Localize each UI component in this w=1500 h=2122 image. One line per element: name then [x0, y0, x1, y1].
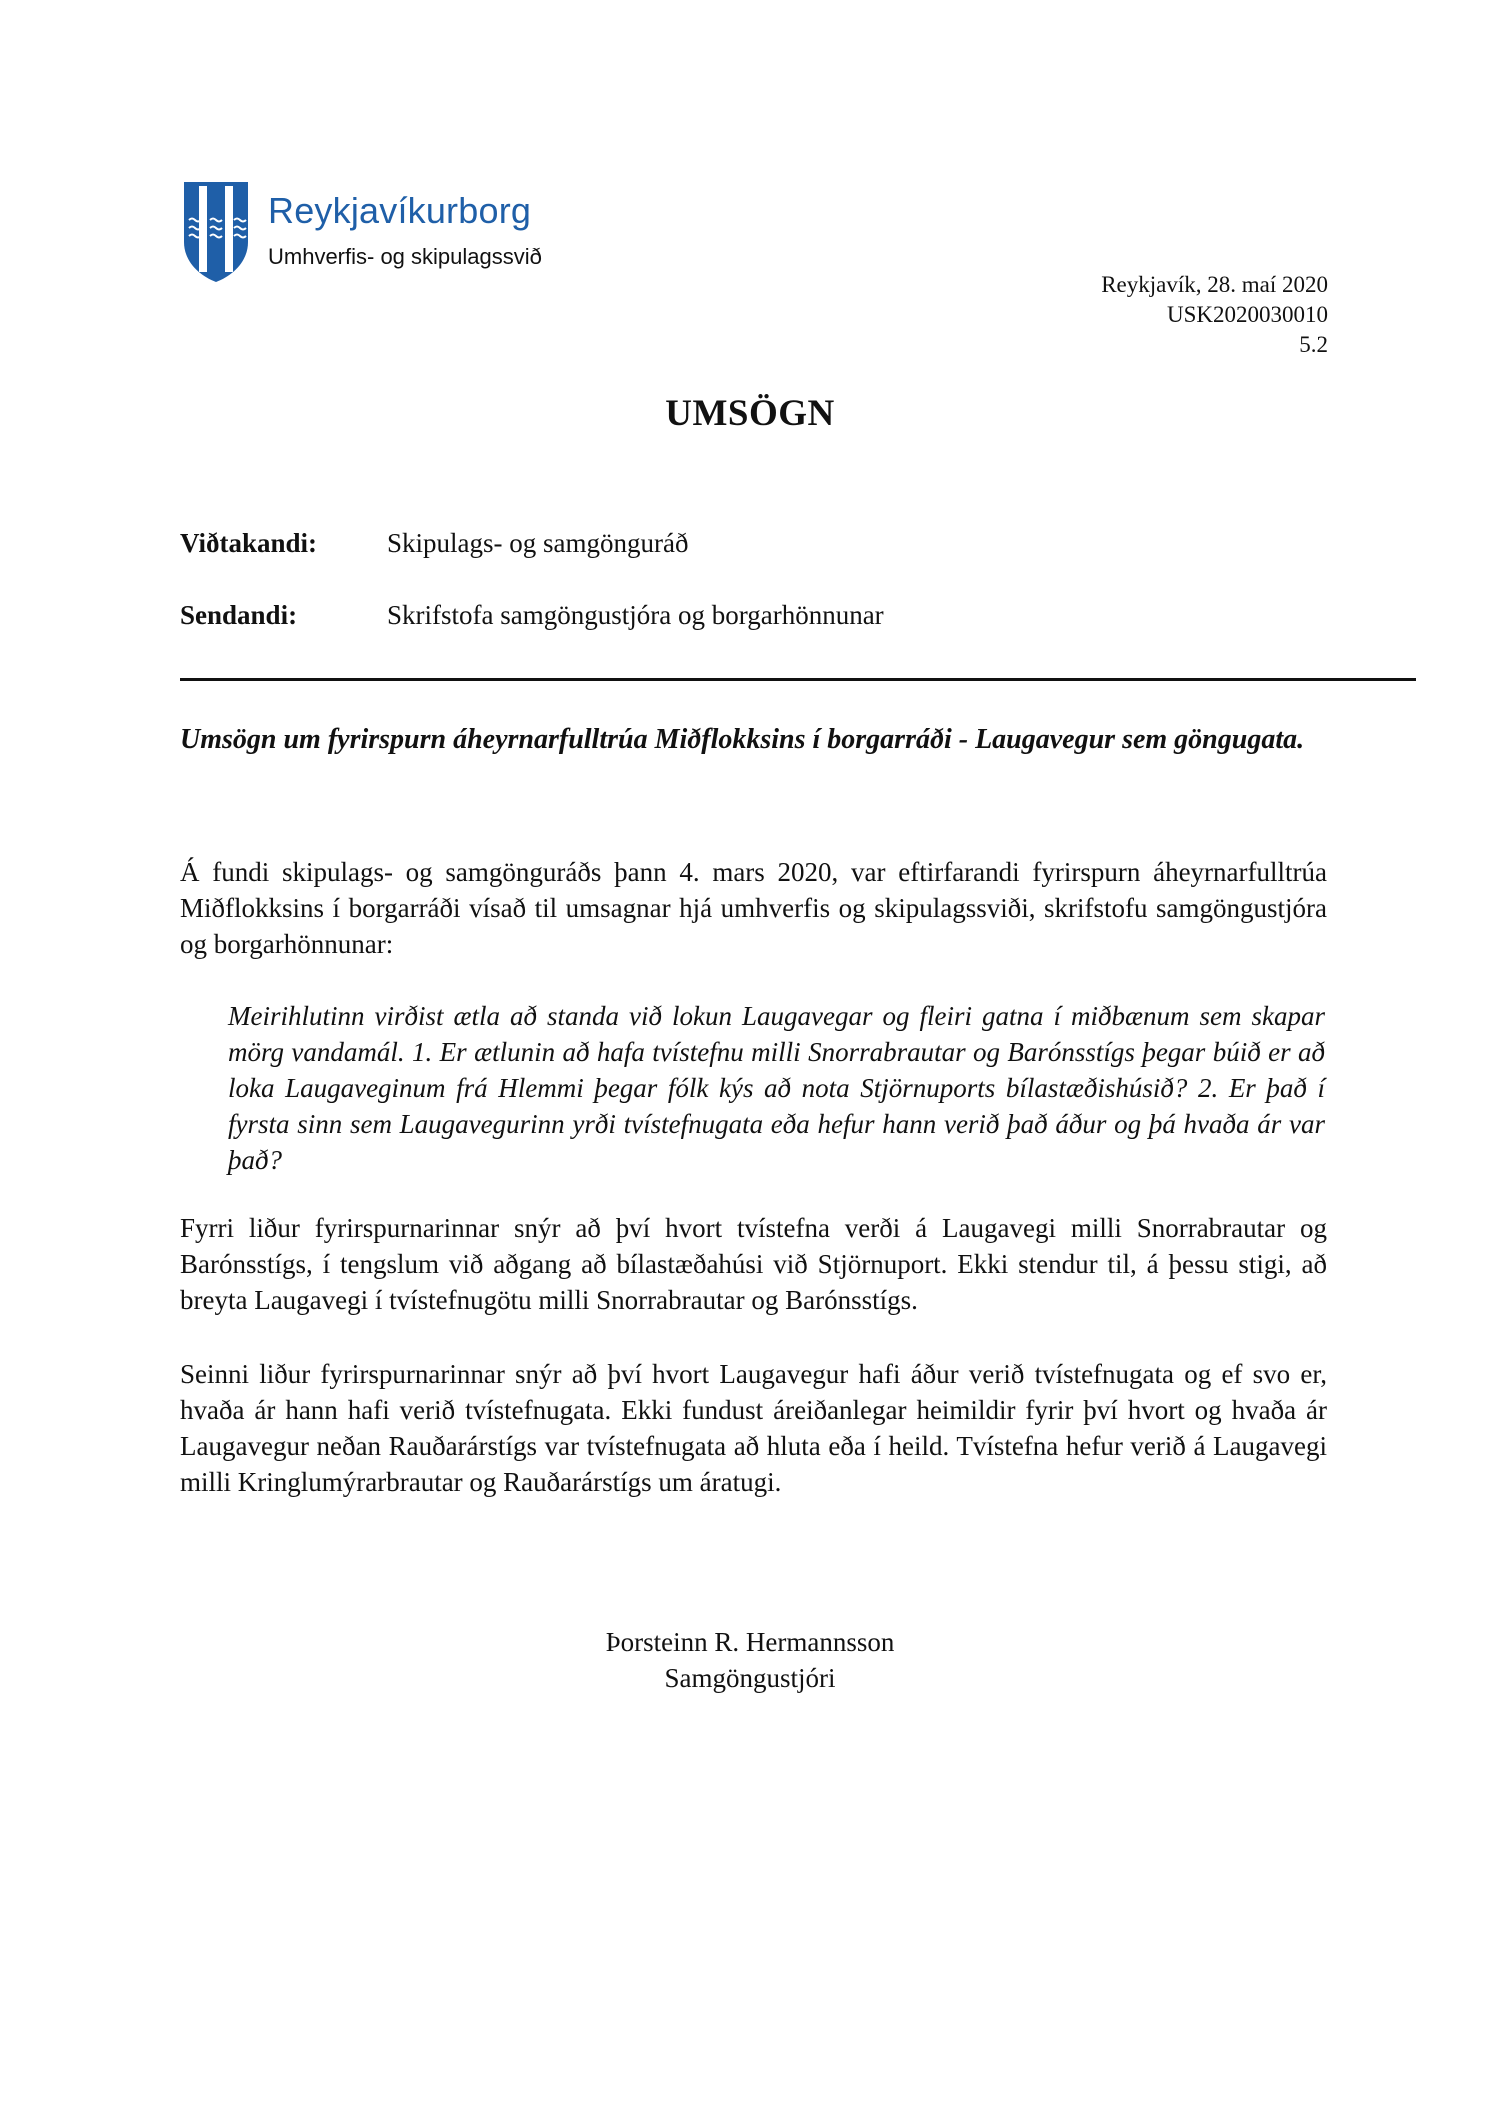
item-number: 5.2	[1299, 332, 1328, 357]
document-meta	[1101, 270, 1328, 360]
subject-heading: Umsögn um fyrirspurn áheyrnarfulltrúa Miðflokksins í borgarráði - Laugavegur sem göngugata.	[180, 724, 1305, 755]
document-title: UMSÖGN	[665, 393, 835, 434]
recipient-value: Skipulags- og samgönguráð	[387, 528, 689, 558]
signatory-name: Þorsteinn R. Hermannsson	[605, 1627, 895, 1657]
logo	[182, 180, 582, 290]
signature-block	[0, 1624, 1500, 1696]
reykjavik-coat-of-arms-icon	[182, 180, 250, 284]
logo-department: Umhverfis- og skipulagssvið	[268, 244, 542, 269]
answer-paragraph-1: Fyrri liður fyrirspurnarinnar snýr að því hvort tvístefna verði á Laugavegi milli Snorrabrautar og Barónsstígs, í tengslum við aðgang að bílastæðahúsi við Stjörnuport. Ekki stendur til, á þessu stigi, að breyta Laugavegi í tvístefnugötu milli Snorrabrautar og Barónsstígs.	[180, 1213, 1327, 1315]
sender-label: Sendandi:	[180, 600, 298, 630]
signatory-role: Samgöngustjóri	[664, 1663, 836, 1693]
recipient-label: Viðtakandi:	[180, 528, 318, 558]
case-number: USK2020030010	[1166, 302, 1328, 327]
answer-paragraph-2: Seinni liður fyrirspurnarinnar snýr að því hvort Laugavegur hafi áður verið tvístefnugata og ef svo er, hvaða ár hann hafi verið tvístefnugata. Ekki fundust áreiðanlegar heimildir fyrir því hvort og hvaða ár Laugavegur neðan Rauðarárstígs var tvístefnugata að hluta eða í heild. Tvístefna hefur verið á Laugavegi milli Kringlumýrarbrautar og Rauðarárstígs um áratugi.	[180, 1359, 1327, 1497]
sender-value: Skrifstofa samgöngustjóra og borgarhönnunar	[387, 600, 884, 630]
inquiry-quote: Meirihlutinn virðist ætla að standa við lokun Laugavegar og fleiri gatna í miðbænum sem skapar mörg vandamál. 1. Er ætlunin að hafa tvístefnu milli Snorrabrautar og Barónsstígs þegar búið er að loka Laugaveginum frá Hlemmi þegar fólk kýs að nota Stjörnuports bílastæðishúsið? 2. Er það í fyrsta sinn sem Laugavegurinn yrði tvístefnugata eða hefur hann verið það áður og þá hvaða ár var það?	[228, 1001, 1325, 1175]
divider	[180, 678, 1416, 681]
logo-name: Reykjavíkurborg	[268, 190, 532, 231]
intro-paragraph: Á fundi skipulags- og samgönguráðs þann 4. mars 2020, var eftirfarandi fyrirspurn áheyrnarfulltrúa Miðflokksins í borgarráði vísað til umsagnar hjá umhverfis og skipulagssviði, skrifstofu samgöngustjóra og borgarhönnunar:	[180, 857, 1327, 959]
place-date: Reykjavík, 28. maí 2020	[1101, 272, 1328, 297]
